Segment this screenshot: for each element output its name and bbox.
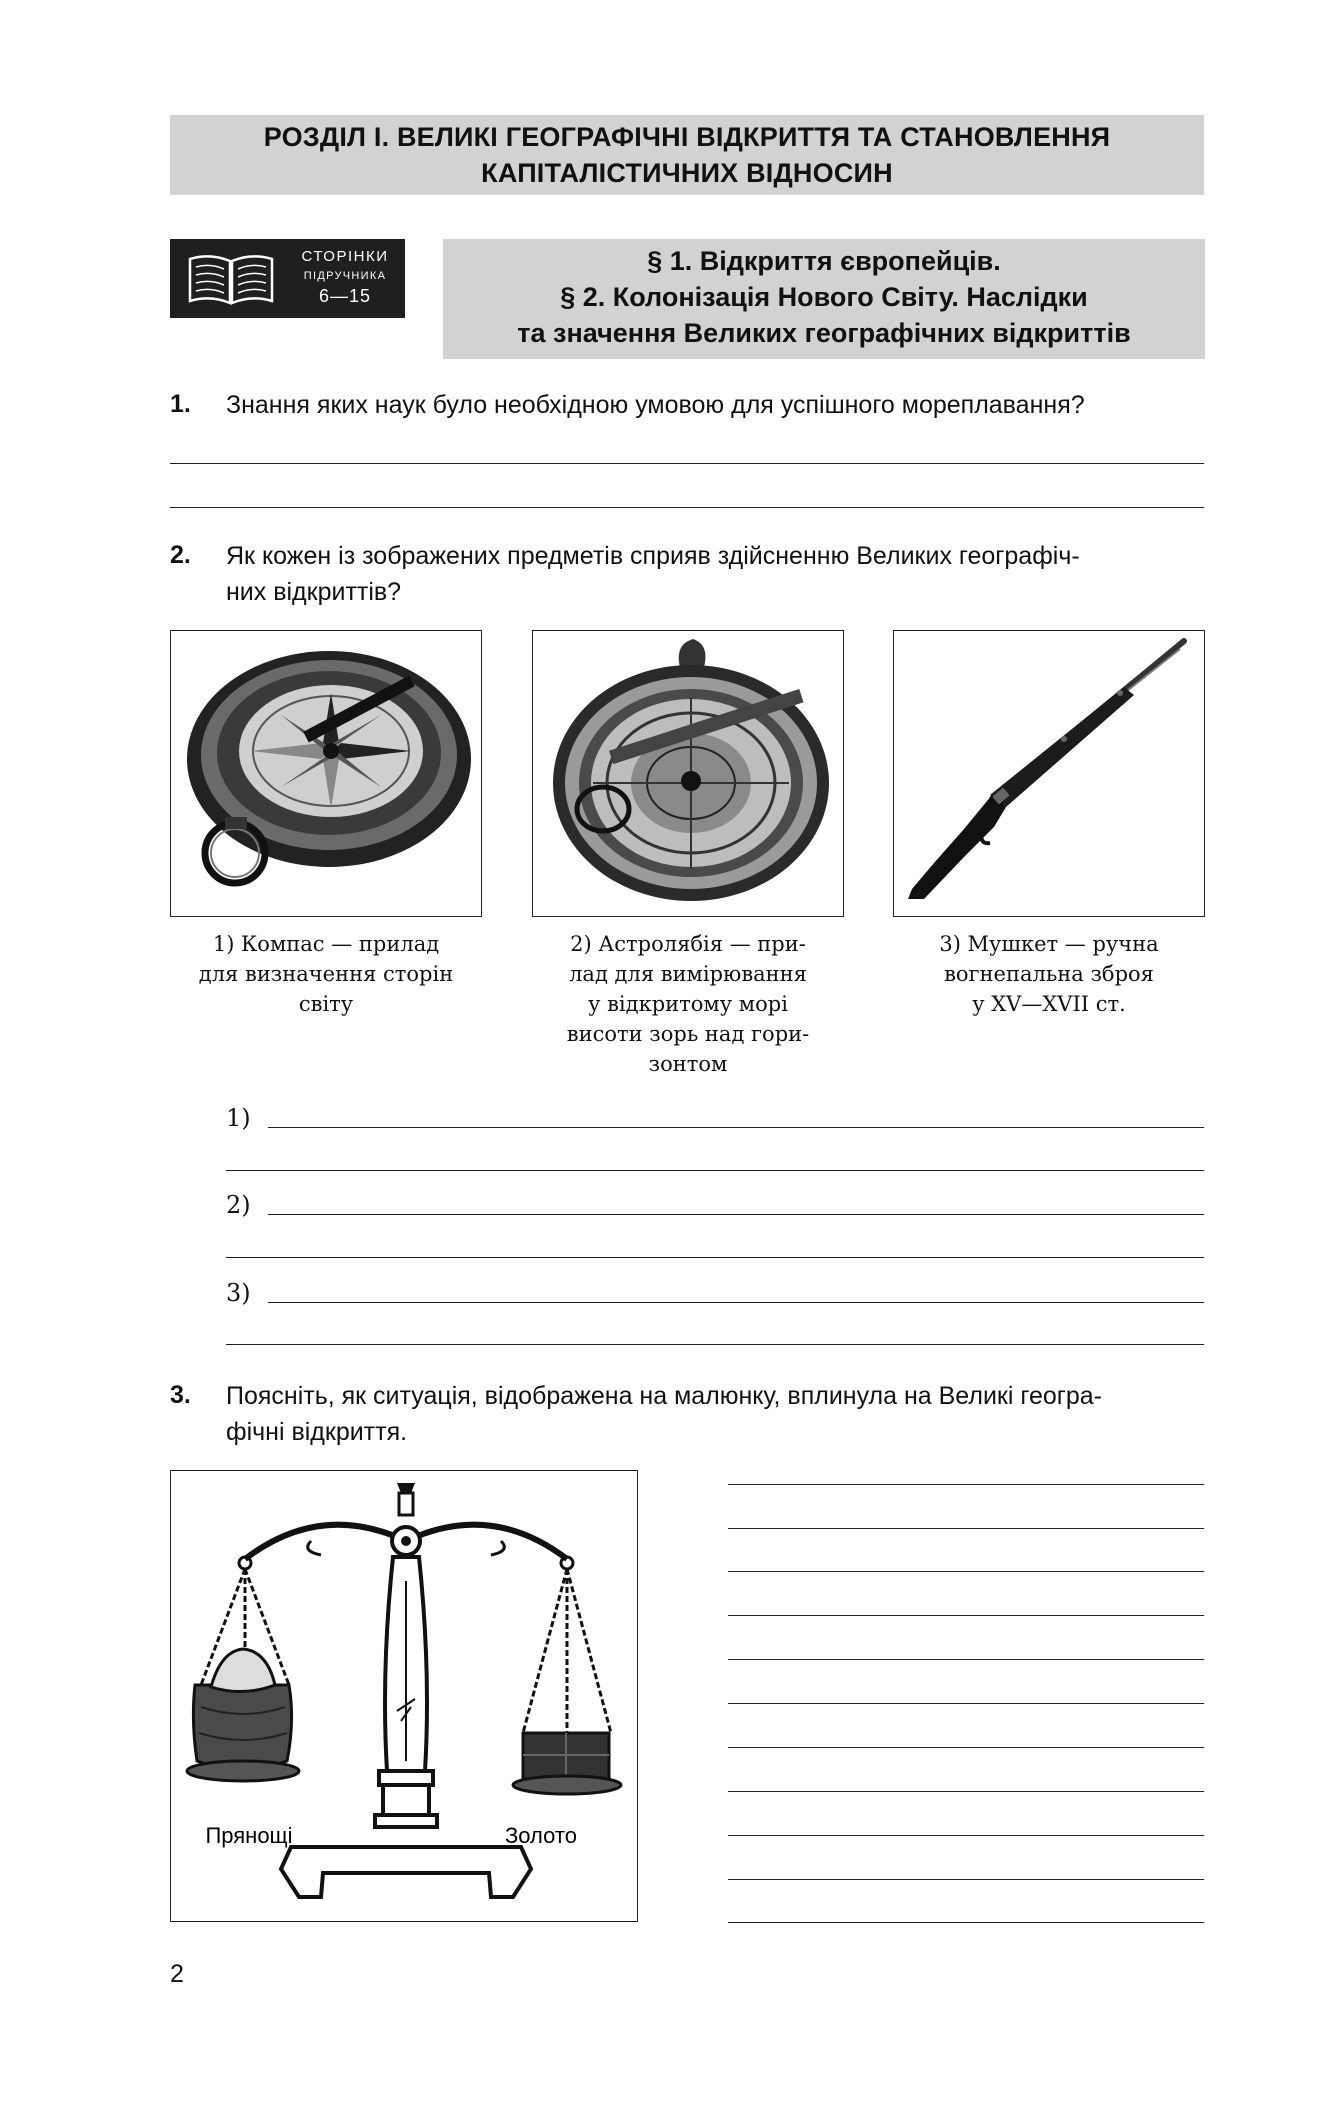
caption-line: вогнепальна зброя: [944, 962, 1154, 986]
caption-line: 1) Компас — прилад: [212, 932, 440, 956]
page-number: 2: [170, 1960, 184, 1988]
caption-line: 2) Астролябія — при-: [570, 932, 806, 956]
compass-caption: [170, 929, 482, 1019]
answer-line-1[interactable]: [268, 1127, 1204, 1128]
answer-line[interactable]: [728, 1484, 1204, 1485]
question-2-text-line-2: них відкриттів?: [226, 578, 402, 606]
scale-right-label: Золото: [505, 1823, 577, 1848]
section-title: [170, 115, 1204, 195]
section-title-line-1: РОЗДІЛ І. ВЕЛИКІ ГЕОГРАФІЧНІ ВІДКРИТТЯ ТА СТАНОВЛЕННЯ: [263, 122, 1111, 152]
paragraph-title: [443, 239, 1205, 359]
scale-left-label: Прянощі: [205, 1823, 293, 1848]
answer-line[interactable]: [728, 1747, 1204, 1748]
question-1-number: 1.: [170, 390, 191, 418]
answer-line[interactable]: [728, 1879, 1204, 1880]
pages-label: СТОРІНКИ: [301, 248, 389, 265]
question-3-text-line-2: фічні відкриття.: [226, 1418, 408, 1446]
answer-line[interactable]: [728, 1659, 1204, 1660]
paragraph-title-line-3: та значення Великих географічних відкриттів: [517, 318, 1131, 348]
caption-line: висоти зорь над гори-: [566, 1022, 810, 1046]
answer-line[interactable]: [170, 463, 1204, 464]
caption-line: 3) Мушкет — ручна: [939, 932, 1159, 956]
answer-line[interactable]: [226, 1344, 1204, 1345]
answer-line-3[interactable]: [268, 1302, 1204, 1303]
textbook-label: ПІДРУЧНИКА: [303, 270, 387, 282]
answer-line[interactable]: [728, 1571, 1204, 1572]
question-3-text-line-1: Поясніть, як ситуація, відображена на малюнку, вплинула на Великі геогра-: [226, 1382, 1103, 1410]
compass-icon: [171, 631, 480, 915]
astrolabe-caption: [532, 929, 844, 1079]
open-book-icon: [186, 251, 276, 307]
musket-caption: [893, 929, 1205, 1019]
paragraph-title-line-2: § 2. Колонізація Нового Світу. Наслідки: [560, 282, 1088, 312]
paragraph-title-line-1: § 1. Відкриття європейців.: [647, 246, 1001, 276]
caption-line: зонтом: [648, 1052, 728, 1076]
caption-line: для визначення сторін: [198, 962, 454, 986]
answer-label-3: 3): [226, 1279, 251, 1307]
answer-line[interactable]: [728, 1528, 1204, 1529]
caption-line: у відкритому морі: [588, 992, 788, 1016]
musket-image: [893, 630, 1205, 917]
answer-line[interactable]: [170, 507, 1204, 508]
astrolabe-image: [532, 630, 844, 917]
section-title-line-2: КАПІТАЛІСТИЧНИХ ВІДНОСИН: [481, 158, 893, 188]
caption-line: світу: [298, 992, 354, 1016]
answer-line-2[interactable]: [268, 1214, 1204, 1215]
answer-label-2: 2): [226, 1191, 251, 1219]
answer-line[interactable]: [728, 1615, 1204, 1616]
question-3-text: [226, 1378, 1204, 1450]
answer-line[interactable]: [728, 1703, 1204, 1704]
astrolabe-icon: [533, 631, 842, 915]
answer-line[interactable]: [728, 1791, 1204, 1792]
answer-line[interactable]: [728, 1835, 1204, 1836]
balance-scales-icon: [171, 1471, 636, 1920]
musket-icon: [894, 631, 1203, 915]
answer-label-1: 1): [226, 1104, 251, 1132]
question-2-number: 2.: [170, 541, 191, 569]
question-2-text-line-1: Як кожен із зображених предметів сприяв здійсненню Великих географіч-: [226, 542, 1080, 570]
question-1-text: Знання яких наук було необхідною умовою для успішного мореплавання?: [226, 391, 1085, 419]
compass-image: [170, 630, 482, 917]
caption-line: лад для вимірювання: [569, 962, 807, 986]
answer-line[interactable]: [226, 1257, 1204, 1258]
question-2-text: [226, 538, 1204, 610]
question-3-number: 3.: [170, 1381, 191, 1409]
pages-range: 6—15: [318, 286, 372, 306]
caption-line: у XV—XVII ст.: [972, 992, 1126, 1016]
answer-line[interactable]: [226, 1170, 1204, 1171]
scales-image: [170, 1470, 638, 1922]
answer-line[interactable]: [728, 1922, 1204, 1923]
textbook-pages-badge: [170, 239, 405, 318]
